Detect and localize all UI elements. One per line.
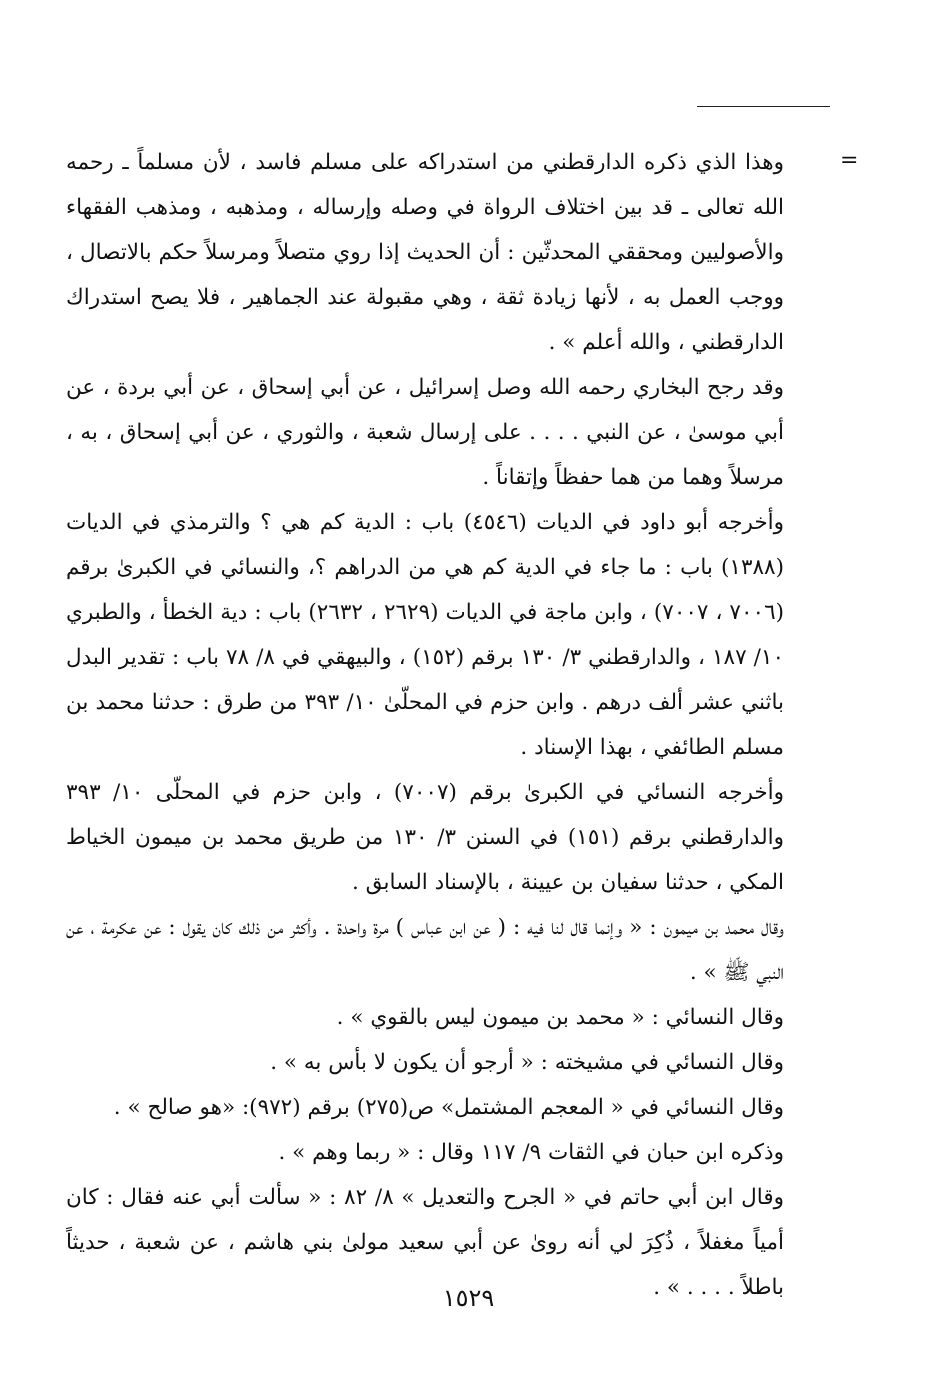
paragraph: وقال النسائي : « محمد بن ميمون ليس بالقوي » . — [336, 1005, 784, 1030]
continuation-mark: = — [840, 148, 859, 173]
paragraph: وهذا الذي ذكره الدارقطني من استدراكه على مسلم فاسد ، لأن مسلماً ـ رحمه الله تعالى ـ قد بين اختلاف الرواة في وصله وإرساله ، ومذهبه ، ومذهب الفقهاء والأصوليين ومحققي المحدثّين : أن الحديث إذا روي متصلاً ومرسلاً حكم بالاتصال ، ووجب العمل به ، لأنها زيادة ثقة ، وهي مقبولة عند الجماهير ، فلا يصح استدراك الدارقطني ، والله أعلم » . — [66, 150, 784, 355]
footnote-text — [66, 140, 784, 1310]
paragraph: وقال محمد بن ميمون : « وإنما قال لنا فيه : ( عن ابن عباس ) مرة واحدة . وأكثر من ذلك كان يقول : عن عكرمة ، عن النبي ﷺ » . — [66, 915, 784, 985]
paragraph: وقال النسائي في « المعجم المشتمل» ص(٢٧٥) برقم (٩٧٢): «هو صالح » . — [113, 1095, 784, 1120]
paragraph: وذكره ابن حبان في الثقات ٩/ ١١٧ وقال : « ربما وهم » . — [278, 1140, 784, 1165]
paragraph: وقال ابن أبي حاتم في « الجرح والتعديل » ٨/ ٨٢ : « سألت أبي عنه فقال : كان أمياً مغفلاً ، ذُكِرَ لي أنه روىٰ عن أبي سعيد مولىٰ بني هاشم ، عن شعبة ، حديثاً باطلاً . . . . » . — [66, 1185, 784, 1300]
paragraph: وقال النسائي في مشيخته : « أرجو أن يكون لا بأس به » . — [270, 1050, 784, 1075]
page-number: ١٥٢٩ — [442, 1284, 495, 1312]
paragraph: وأخرجه أبو داود في الديات (٤٥٤٦) باب : الدية كم هي ؟ والترمذي في الديات (١٣٨٨) باب : ما جاء في الدية كم هي من الدراهم ؟، والنسائي في الكبرىٰ برقم (٧٠٠٦ ، ٧٠٠٧) ، وابن ماجة في الديات (٢٦٢٩ ، ٢٦٣٢) باب : دية الخطأ ، والطبري ١٠/ ١٨٧ ، والدارقطني ٣/ ١٣٠ برقم (١٥٢) ، والبيهقي في ٨/ ٧٨ باب : تقدير البدل باثني عشر ألف درهم . وابن حزم في المحلّىٰ ١٠/ ٣٩٣ من طرق : حدثنا محمد بن مسلم الطائفي ، بهذا الإسناد . — [66, 510, 785, 760]
footnote-separator-rule — [697, 106, 830, 107]
paragraph: وأخرجه النسائي في الكبرىٰ برقم (٧٠٠٧) ، وابن حزم في المحلّى ١٠/ ٣٩٣ والدارقطني برقم (١٥١) في السنن ٣/ ١٣٠ من طريق محمد بن ميمون الخياط المكي ، حدثنا سفيان بن عيينة ، بالإسناد السابق . — [66, 780, 785, 895]
paragraph: وقد رجح البخاري رحمه الله وصل إسرائيل ، عن أبي إسحاق ، عن أبي بردة ، عن أبي موسىٰ ، عن النبي . . . . على إرسال شعبة ، والثوري ، عن أبي إسحاق ، به ، مرسلاً وهما من هما حفظاً وإتقاناً . — [66, 375, 784, 490]
